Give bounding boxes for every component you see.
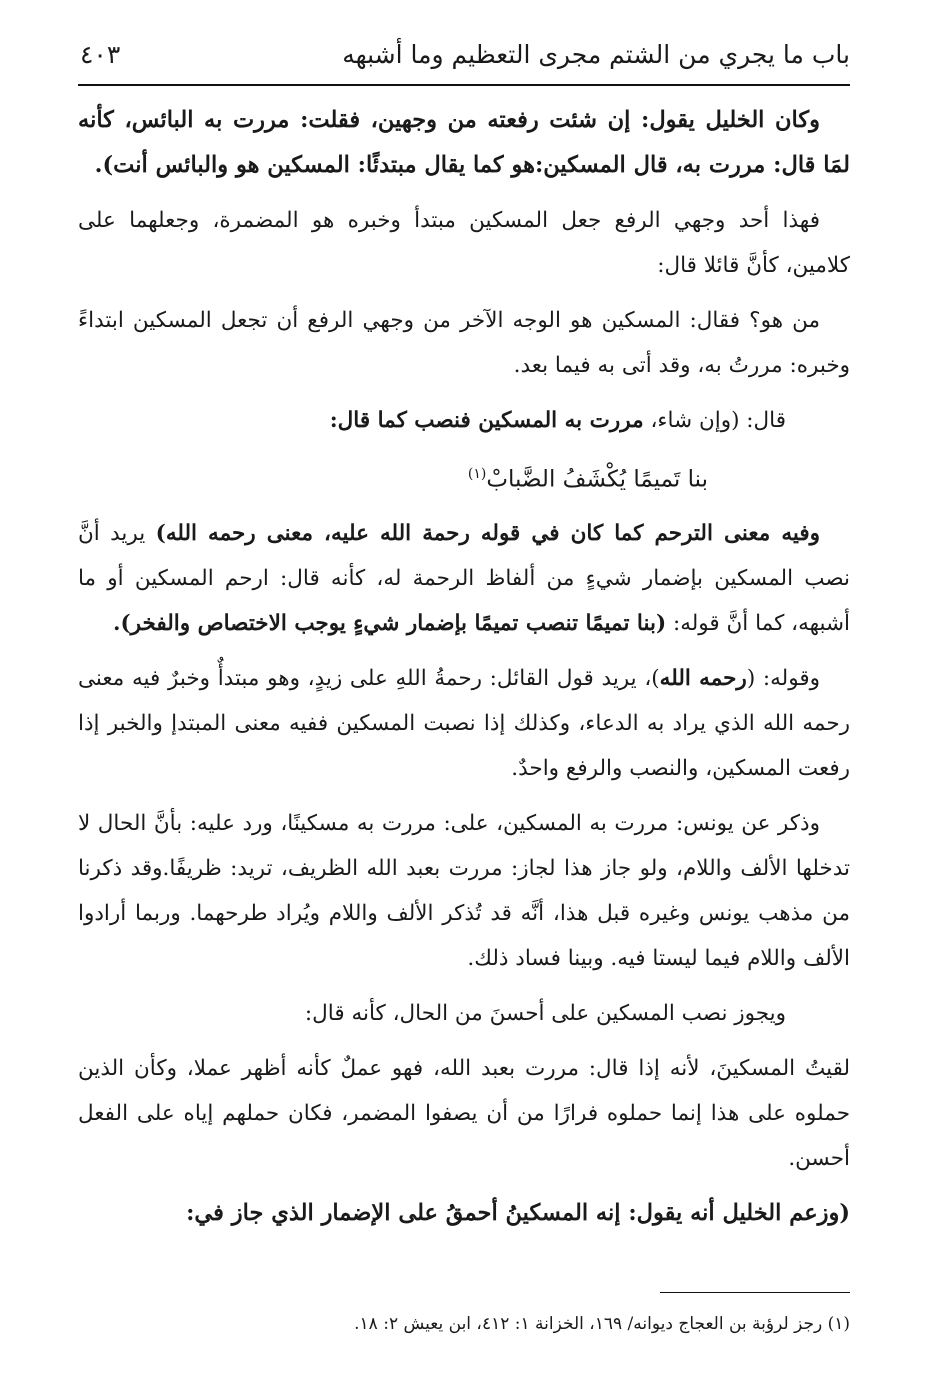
paragraph-4-bold-lead: وفيه معنى الترحم كما كان في قوله رحمة الله عليه، معنى رحمه الله)	[155, 520, 820, 546]
quote-line	[78, 398, 850, 443]
page-body	[78, 98, 850, 1246]
paragraph-2: فهذا أحد وجهي الرفع جعل المسكين مبتدأ وخبره هو المضمرة، وجعلهما على كلامين، كأنَّ قائلا قال:	[78, 208, 850, 278]
running-title: باب ما يجري من الشتم مجرى التعظيم وما أشبهه	[342, 40, 850, 69]
paragraph-6: وذكر عن يونس: مررت به المسكين، على: مررت به مسكينًا، ورد عليه: بأنَّ الحال لا تدخلها الألف واللام، ولو جاز هذا لجاز: مررت بعبد الله الظريف، تريد: ظريفًا.وقد ذكرنا من مذهب يونس وغيره قبل هذا، أنَّه قد تُذكر الألف واللام ويُراد طرحهما. وربما أرادوا الألف واللام فيما ليستا فيه. وبينا فساد ذلك.	[78, 810, 850, 971]
paragraph-7: ويجوز نصب المسكين على أحسنَ من الحال، كأنه قال:	[304, 1000, 786, 1026]
paragraph-4-bold-tail: (بنا تميمًا تنصب تميمًا بإضمار شيءٍ يوجب الاختصاص والفخر).	[112, 610, 667, 636]
paragraph-5	[78, 656, 850, 791]
book-page	[78, 36, 850, 1334]
paragraph-4-text: يريد أنَّ نصب المسكين بإضمار شيءٍ من ألفاظ الرحمة له، كأنه قال: ارحم المسكين أو ما أشبهه، كما أنَّ قوله:	[78, 520, 850, 636]
verse-text: بنا تَميمًا يُكْشَفُ الضَّبابْ	[486, 466, 708, 493]
footnote-ref: (١)	[467, 466, 487, 482]
paragraph-4	[78, 511, 850, 646]
quote-prefix: قال: (وإن شاء،	[643, 408, 786, 433]
footnote: (١) رجز لرؤبة بن العجاج ديوانه/ ١٦٩، الخزانة ١: ٤١٢، ابن يعيش ٢: ١٨.	[354, 1314, 850, 1334]
header-rule	[78, 84, 850, 86]
paragraph-8: لقيتُ المسكينَ، لأنه إذا قال: مررت بعبد الله، فهو عملٌ كأنه أظهر عملا، وكأن الذين حملوه على هذا إنما حملوه فرارًا من أن يصفوا المضمر، فكان حملهم إياه على الفعل أحسن.	[78, 1055, 850, 1171]
paragraph-5-text: )، يريد قول القائل: رحمةُ اللهِ على زيدٍ، وهو مبتدأٌ وخبرٌ فيه معنى رحمه الله الذي يراد به الدعاء، وكذلك إذا نصبت المسكين ففيه معنى المبتدإ والخبر إذا رفعت المسكين، والنصب والرفع واحدٌ.	[78, 665, 850, 781]
paragraph-5-bold: رحمه الله	[659, 665, 747, 691]
footnote-rule	[660, 1292, 850, 1293]
paragraph-3: من هو؟ فقال: المسكين هو الوجه الآخر من وجهي الرفع أن تجعل المسكين ابتداءً وخبره: مررتُ به، وقد أتى به فيما بعد.	[78, 308, 850, 378]
paragraph-1: وكان الخليل يقول: إن شئت رفعته من وجهين، فقلت: مررت به البائس، كأنه لمَا قال: مررت به، قال المسكين:هو كما يقال مبتدئًا: المسكين هو والبائس أنت).	[78, 107, 850, 178]
paragraph-9: (وزعم الخليل أنه يقول: إنه المسكينُ أحمقُ على الإضمار الذي جاز في:	[186, 1199, 850, 1226]
page-header	[78, 36, 850, 82]
quote-bold: مررت به المسكين فنصب كما قال:	[329, 408, 644, 433]
page-number: ٤٠٣	[80, 40, 121, 69]
verse-line	[78, 453, 850, 501]
paragraph-5-lead: وقوله: (	[746, 665, 820, 691]
